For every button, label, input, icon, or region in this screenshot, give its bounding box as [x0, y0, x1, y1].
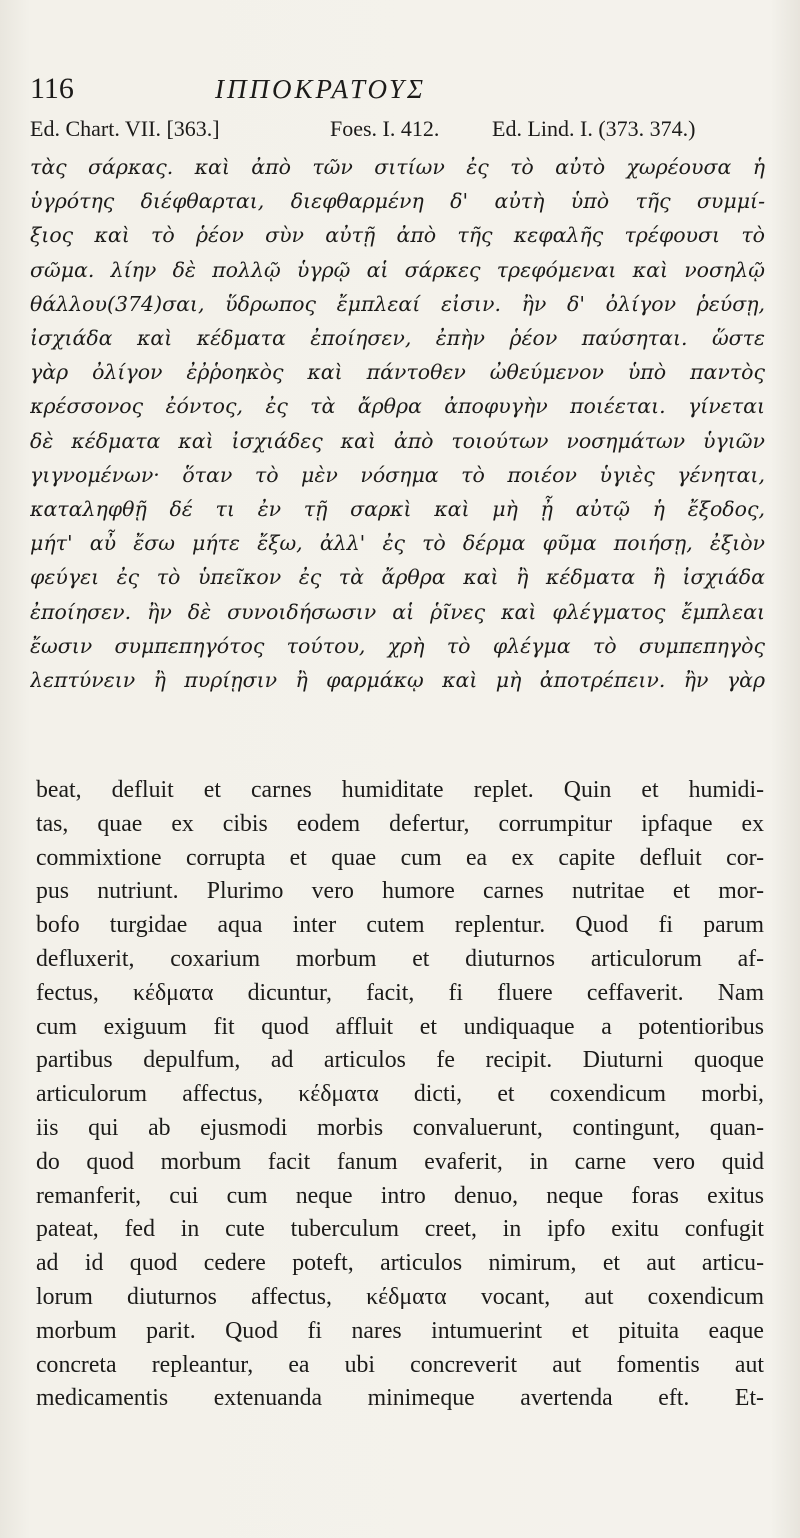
greek-line: κρέσσονος ἐόντος, ἐς τὰ ἄρθρα ἀποφυγὴν ποιέεται. γίνεται [30, 394, 765, 419]
greek-line: γὰρ ὀλίγον ἐῤῥοηκὸς καὶ πάντοθεν ὠθεύμενον ὑπὸ παντὸς [30, 360, 765, 385]
greek-line: τὰς σάρκας. καὶ ἀπὸ τῶν σιτίων ἐς τὸ αὐτὸ χωρέουσα ἡ [30, 155, 765, 179]
latin-line: beat, defluit et carnes humiditate replet. Quin et humidi- [36, 777, 764, 803]
latin-line: concreta repleantur, ea ubi concreverit aut fomentis aut [36, 1351, 764, 1378]
latin-line: morbum parit. Quod fi nares intumuerint et pituita eaque [36, 1317, 764, 1344]
greek-line: ἔωσιν συμπεπηγότος τούτου, χρὴ τὸ φλέγμα τὸ συμπεπηγὸς [30, 633, 765, 658]
greek-line: ἐποίησεν. ἢν δὲ συνοιδήσωσιν αἱ ῥῖνες καὶ φλέγματος ἔμπλεαι [30, 599, 765, 624]
greek-line: ὑγρότης διέφθαρται, διεφθαρμένη δ' αὐτὴ ὑπὸ τῆς συμμί- [30, 189, 765, 214]
latin-line: cum exiguum fit quod affluit et undiquaque a potentioribus [36, 1013, 764, 1040]
latin-line: fectus, κέδματα dicuntur, facit, fi fluere ceffaverit. Nam [36, 979, 764, 1006]
greek-line: γιγνομένων· ὅταν τὸ μὲν νόσημα τὸ ποιέον ὑγιὲς γένηται, [30, 462, 765, 487]
latin-line: defluxerit, coxarium morbum et diuturnos articulorum af- [36, 945, 764, 972]
latin-text-block [36, 774, 764, 1416]
greek-line: φεύγει ἐς τὸ ὑπεῖκον ἐς τὰ ἄρθρα καὶ ἢ κέδματα ἢ ἰσχιάδα [30, 565, 765, 590]
latin-line: commixtione corrupta et quae cum ea ex capite defluit cor- [36, 844, 764, 871]
latin-line: articulorum affectus, κέδματα dicti, et coxendicum morbi, [36, 1081, 764, 1108]
edition-chart-ref: Ed. Chart. VII. [363.] [30, 116, 220, 141]
latin-line: tas, quae ex cibis eodem defertur, corrumpitur ipfaque ex [36, 810, 764, 837]
latin-line: lorum diuturnos affectus, κέδματα vocant, aut coxendicum [36, 1283, 764, 1310]
latin-line: iis qui ab ejusmodi morbis convaluerunt, contingunt, quan- [36, 1114, 764, 1141]
greek-line: σῶμα. λίην δὲ πολλῷ ὑγρῷ αἱ σάρκες τρεφόμεναι καὶ νοσηλῷ [30, 257, 765, 282]
latin-line: pateat, fed in cute tuberculum creet, in ipfo exitu confugit [36, 1216, 764, 1243]
latin-line: do quod morbum facit fanum evaferit, in carne vero quid [36, 1148, 764, 1175]
edition-foes-ref: Foes. I. 412. [330, 116, 440, 141]
page-number: 116 [30, 72, 74, 105]
page-header [30, 72, 770, 112]
greek-line: ξιος καὶ τὸ ῥέον σὺν αὐτῇ ἀπὸ τῆς κεφαλῆς τρέφουσι τὸ [30, 223, 765, 248]
latin-line: ad id quod cedere poteft, articulos nimirum, et aut articu- [36, 1250, 764, 1277]
latin-line: pus nutriunt. Plurimo vero humore carnes nutritae et mor- [36, 878, 764, 905]
running-title: ΙΠΠΟΚΡΑΤΟΥΣ [215, 74, 427, 104]
greek-line: θάλλου(374)σαι, ὕδρωπος ἔμπλεαί εἰσιν. ἢν δ' ὀλίγον ῥεύσῃ, [30, 291, 765, 316]
greek-line: δὲ κέδματα καὶ ἰσχιάδες καὶ ἀπὸ τοιούτων νοσημάτων ὑγιῶν [30, 428, 765, 453]
greek-text-block [30, 150, 765, 697]
latin-line: medicamentis extenuanda minimeque avertenda eft. Et- [36, 1385, 764, 1412]
latin-line: partibus depulfum, ad articulos fe recipit. Diuturni quoque [36, 1047, 764, 1074]
edition-lind-ref: Ed. Lind. I. (373. 374.) [492, 116, 696, 141]
greek-line: ἰσχιάδα καὶ κέδματα ἐποίησεν, ἐπὴν ῥέον παύσηται. ὥστε [30, 326, 765, 351]
greek-line: καταληφθῇ δέ τι ἐν τῇ σαρκὶ καὶ μὴ ᾖ αὐτῷ ἡ ἔξοδος, [30, 497, 765, 522]
greek-line: λεπτύνειν ἢ πυρίῃσιν ἢ φαρμάκῳ καὶ μὴ ἀποτρέπειν. ἢν γὰρ [30, 668, 765, 693]
latin-line: bofo turgidae aqua inter cutem replentur. Quod fi parum [36, 912, 764, 939]
greek-line: μήτ' αὖ ἔσω μήτε ἔξω, ἀλλ' ἐς τὸ δέρμα φῦμα ποιήσῃ, ἐξιὸν [30, 531, 765, 556]
latin-line: remanferit, cui cum neque intro denuo, neque foras exitus [36, 1182, 764, 1209]
edition-references [30, 116, 770, 150]
